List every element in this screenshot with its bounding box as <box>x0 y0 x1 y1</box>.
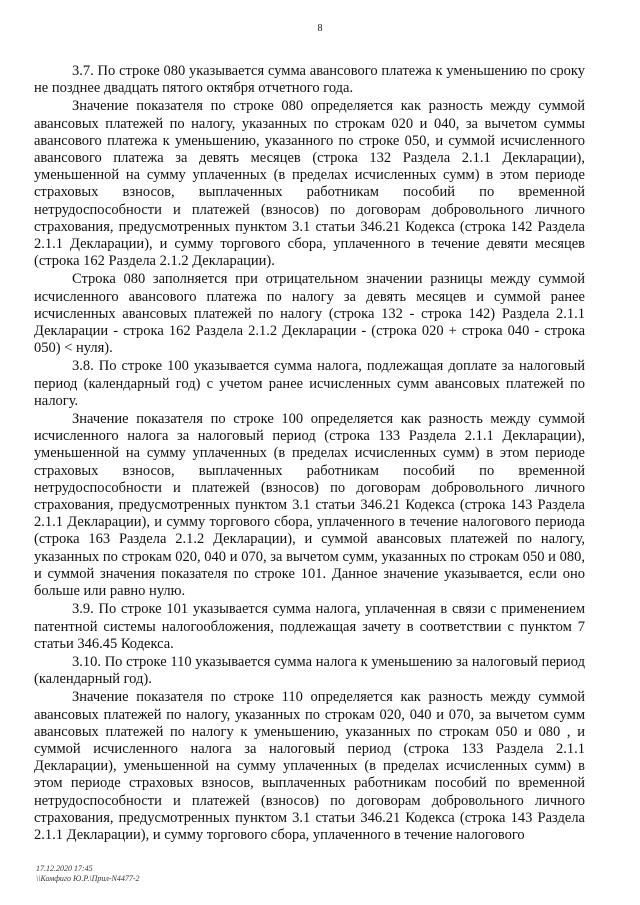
document-body <box>34 63 585 845</box>
paragraph-line-110-value: Значение показателя по строке 110 определяется как разность между суммой авансовых платежей по налогу, указанных по строкам 020, 040 и 070, за вычетом сумм авансовых платежей по налогу к уменьшению, указанных по строкам 050 и 080 , и суммой исчисленного налога за налоговый период (строка 133 Раздела 2.1.1 Декларации), уменьшенной на сумму уплаченных (в пределах исчисленных сумм) в этом периоде страховых взносов, выплаченных работникам пособий по временной нетрудоспособности и платежей (взносов) по договорам добровольного личного страхования, предусмотренных пунктом 3.1 статьи 346.21 Кодекса (строка 143 Раздела 2.1.1 Декларации), и сумму торгового сбора, уплаченного в течение налогового <box>34 689 585 843</box>
paragraph-line-080-fill-rule: Строка 080 заполняется при отрицательном значении разницы между суммой исчисленного авансового платежа по налогу за девять месяцев и суммой ранее исчисленных авансовых платежей по налогу (строка 132 - строка 142) Раздела 2.1.1 Декларации - строка 162 Раздела 2.1.2 Декларации - (строка 020 + строка 040 - строка 050) < нуля). <box>34 271 585 357</box>
paragraph-line-100-value: Значение показателя по строке 100 определяется как разность между суммой исчисленного налога за налоговый период (строка 133 Раздела 2.1.1 Декларации), уменьшенной на сумму уплаченных (в пределах исчисленных сумм) в этом периоде страховых взносов, выплаченных работникам пособий по временной нетрудоспособности и платежей (взносов) по договорам добровольного личного страхования, предусмотренных пунктом 3.1 статьи 346.21 Кодекса (строка 143 Раздела 2.1.1 Декларации), и сумму торгового сбора, уплаченного в течение налогового периода (строка 163 Раздела 2.1.2 Декларации), и суммой авансовых платежей по налогу, указанных по строкам 020, 040 и 070, за вычетом сумм, указанных по строкам 050 и 080, и суммой значения показателя по строке 101. Данное значение указывается, если оно больше или равно нулю. <box>34 411 585 600</box>
footer-file-path: \\Комфиго Ю.Р.\Прил-N4477-2 <box>36 874 140 883</box>
footer-stamp <box>36 864 140 884</box>
footer-date: 17.12.2020 17:45 <box>36 864 93 873</box>
paragraph-line-080-value: Значение показателя по строке 080 определяется как разность между суммой авансовых платежей по налогу, указанных по строкам 020 и 040, за вычетом суммы авансового платежа к уменьшению, указанного по строке 050, и суммой исчисленного авансового платежа за девять месяцев (строка 132 Раздела 2.1.1 Декларации), уменьшенной на сумму уплаченных (в пределах исчисленных сумм) в этом периоде страховых взносов, выплаченных работникам пособий по временной нетрудоспособности и платежей (взносов) по договорам добровольного личного страхования, предусмотренных пунктом 3.1 статьи 346.21 Кодекса (строка 142 Раздела 2.1.1 Декларации), и сумму торгового сбора, уплаченного в течение девяти месяцев (строка 162 Раздела 2.1.2 Декларации). <box>34 98 585 270</box>
paragraph-3-8: 3.8. По строке 100 указывается сумма налога, подлежащая доплате за налоговый период (календарный год) с учетом ранее исчисленных сумм авансовых платежей по налогу. <box>34 358 585 409</box>
paragraph-3-9: 3.9. По строке 101 указывается сумма налога, уплаченная в связи с применением патентной системы налогообложения, подлежащая зачету в соответствии с пунктом 7 статьи 346.45 Кодекса. <box>34 601 585 652</box>
paragraph-3-7: 3.7. По строке 080 указывается сумма авансового платежа к уменьшению по сроку не позднее двадцать пятого октября отчетного года. <box>34 63 585 97</box>
paragraph-3-10: 3.10. По строке 110 указывается сумма налога к уменьшению за налоговый период (календарный год). <box>34 653 585 688</box>
page-number: 8 <box>317 23 323 34</box>
